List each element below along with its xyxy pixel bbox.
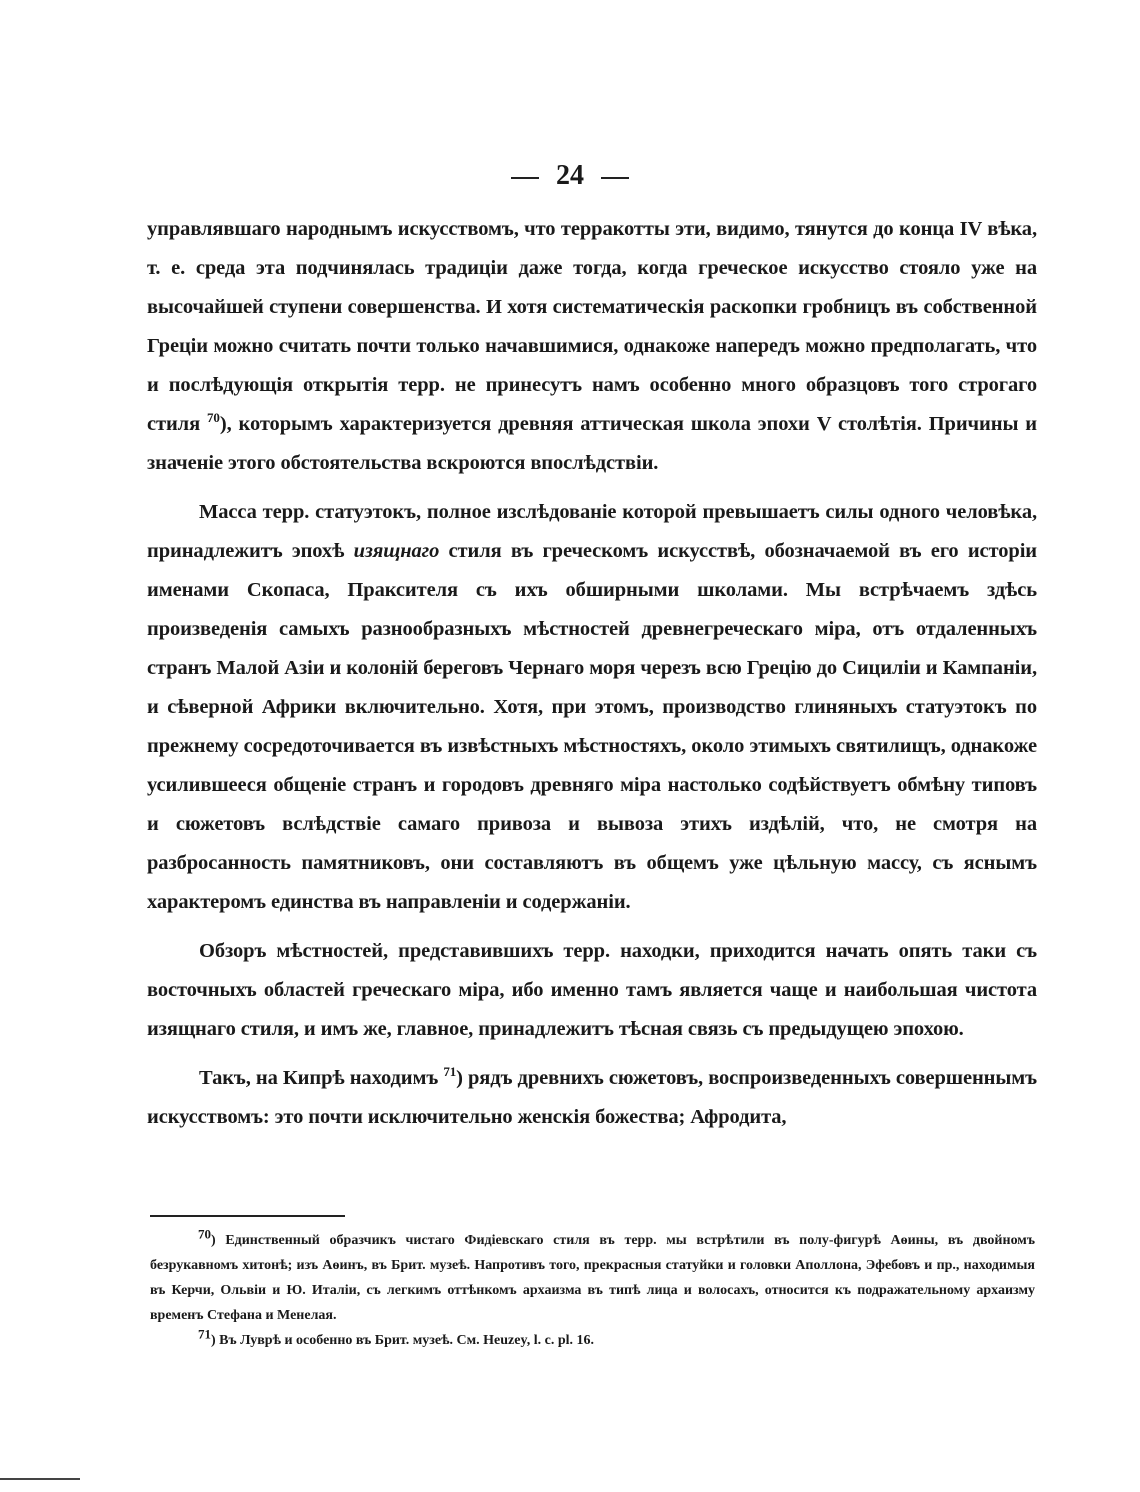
paragraph-3-text: Обзоръ мѣстностей, представившихъ терр. находки, приходится начать опять таки съ восточныхъ областей греческаго міра, ибо именно тамъ является чаще и наибольшая чистота изящнаго стиля, и имъ же, главное, принадлежитъ тѣсная связь съ предыдущею эпохою.: [147, 940, 1037, 1040]
page-number: 24: [556, 160, 584, 191]
paragraph-4-tail: ) рядъ древнихъ сюжетовъ, воспроизведенныхъ совершеннымъ искусствомъ: это почти исключительно женскія божества; Афродита,: [147, 1067, 1037, 1128]
footnotes: [150, 1228, 1035, 1353]
main-text: [147, 210, 1037, 1147]
paragraph-4: [147, 1059, 1037, 1137]
paragraph-4-text: Такъ, на Кипрѣ находимъ: [199, 1067, 439, 1089]
footnote-70-text: ) Единственный образчикъ чистаго Фидіевскаго стиля въ терр. мы встрѣтили въ полу-фигурѣ Аѳины, въ двойномъ безрукавномъ хитонѣ; изъ Аѳинъ, въ Брит. музеѣ. Напротивъ того, прекрасныя статуйки и головки Аполлона, Эфебовъ и пр., находимыя въ Керчи, Ольвіи и Ю. Италіи, съ легкимъ оттѣнкомъ архаизма въ типѣ лица и волосахъ, относится къ подражательному архаизму временъ Стефана и Менелая.: [150, 1233, 1035, 1323]
footnote-70-number: 70: [198, 1226, 211, 1242]
header-dash-left: [511, 177, 539, 179]
paragraph-2-italic: изящнаго: [353, 540, 440, 562]
footnote-ref-70: 70: [207, 410, 220, 426]
paragraph-2: [147, 493, 1037, 922]
footnote-70: [150, 1228, 1035, 1328]
paragraph-1: [147, 210, 1037, 483]
page-header: [0, 160, 1140, 192]
footnote-71-number: 71: [198, 1326, 211, 1342]
paragraph-1-text: управлявшаго народнымъ искусствомъ, что терракотты эти, видимо, тянутся до конца IV вѣка, т. е. среда эта подчинялась традиціи даже тогда, когда греческое искусство стояло уже на высочайшей ступени совершенства. И хотя систематическія раскопки гробницъ въ собственной Греціи можно считать почти только начавшимися, однакоже напередъ можно предполагать, что и послѣдующія открытія терр. не принесутъ намъ особенно много образцовъ того строгаго стиля: [147, 218, 1037, 435]
header-dash-right: [601, 177, 629, 179]
paragraph-3: [147, 932, 1037, 1049]
paragraph-2-tail: стиля въ греческомъ искусствѣ, обозначаемой въ его исторіи именами Скопаса, Праксителя съ ихъ обширными школами. Мы встрѣчаемъ здѣсь произведенія самыхъ разнообразныхъ мѣстностей древнегреческаго міра, отъ отдаленныхъ странъ Малой Азіи и колоній береговъ Чернаго моря черезъ всю Грецію до Сициліи и Кампаніи, и сѣверной Африки включительно. Хотя, при этомъ, производство глиняныхъ статуэтокъ по прежнему сосредоточивается въ извѣстныхъ мѣстностяхъ, около этимыхъ святилищъ, однакоже усилившееся общеніе странъ и городовъ древняго міра настолько содѣйствуетъ обмѣну типовъ и сюжетовъ вслѣдствіе самаго привоза и вывоза этихъ издѣлій, что, не смотря на разбросанность памятниковъ, они составляютъ въ общемъ уже цѣльную массу, съ яснымъ характеромъ единства въ направленіи и содержаніи.: [147, 540, 1038, 913]
footnote-71-text: ) Въ Луврѣ и особенно въ Брит. музеѣ. См. Heuzey, l. c. pl. 16.: [211, 1333, 594, 1348]
paragraph-1-tail: ), которымъ характеризуется древняя аттическая школа эпохи V столѣтія. Причины и значеніе этого обстоятельства вскроются впослѣдствіи.: [147, 413, 1038, 474]
paragraph-2-text: Масса терр. статуэтокъ, полное изслѣдованіе которой превышаетъ силы одного человѣка, принадлежитъ эпохѣ: [147, 501, 1037, 562]
footnote-71: [150, 1328, 1035, 1353]
footnote-ref-71: 71: [443, 1064, 457, 1080]
bottom-edge-mark: [0, 1478, 80, 1480]
footnote-separator: [150, 1215, 345, 1217]
